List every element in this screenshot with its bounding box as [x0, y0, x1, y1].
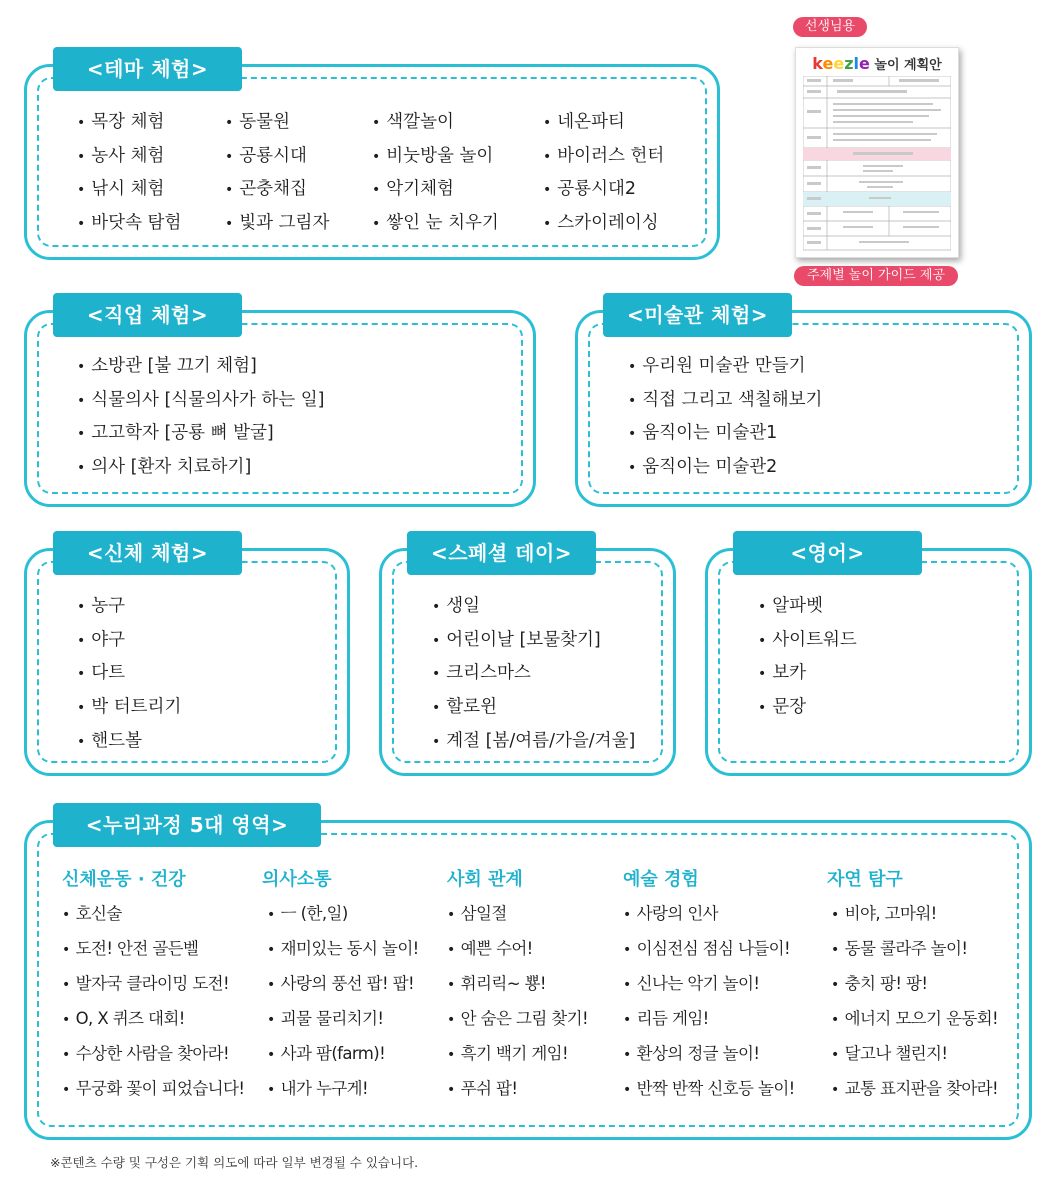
- list-item: • 호신술: [62, 897, 244, 932]
- list-item: • 사랑의 풍선 팝! 팝!: [267, 967, 419, 1002]
- list-item: • 어린이날 [보물찾기]: [432, 624, 635, 658]
- list-item: • 안 숨은 그림 찾기!: [447, 1002, 588, 1037]
- nuri-title: <누리과정 5대 영역>: [53, 803, 321, 847]
- special-list: [432, 590, 635, 759]
- list-item: • 무궁화 꽃이 피었습니다!: [62, 1072, 244, 1107]
- art-section: [575, 303, 1032, 507]
- list-item: • 알파벳: [758, 590, 857, 624]
- list-item: • 문장: [758, 691, 857, 725]
- keezle-logo: keezle: [812, 54, 870, 73]
- list-item: • 생일: [432, 590, 635, 624]
- body-title: <신체 체험>: [53, 531, 242, 575]
- list-item: • 공룡시대2: [543, 173, 664, 207]
- list-item: • 박 터트리기: [77, 691, 181, 725]
- theme-col-4: [543, 106, 664, 241]
- list-item: • 네온파티: [543, 106, 664, 140]
- list-item: • 충치 팡! 팡!: [831, 967, 998, 1002]
- list-item: • 사이트워드: [758, 624, 857, 658]
- list-item: • 달고나 챌린지!: [831, 1037, 998, 1072]
- list-item: • 괴물 물리치기!: [267, 1002, 419, 1037]
- nuri-col-3: [447, 897, 588, 1107]
- list-item: • 빛과 그림자: [225, 207, 329, 241]
- list-item: • 사과 팜(farm)!: [267, 1037, 419, 1072]
- list-item: • 쌓인 눈 치우기: [372, 207, 499, 241]
- list-item: • 식물의사 [식물의사가 하는 일]: [77, 384, 324, 418]
- list-item: • 스카이레이싱: [543, 207, 664, 241]
- nuri-col-5: [831, 897, 998, 1107]
- list-item: • 보카: [758, 657, 857, 691]
- list-item: • 푸쉬 팝!: [447, 1072, 588, 1107]
- plan-sheet-thumbnail: [795, 47, 959, 258]
- nuri-col-head: 자연 탐구: [827, 869, 903, 890]
- list-item: • 삼일절: [447, 897, 588, 932]
- list-item: • 계절 [봄/여름/가을/겨울]: [432, 725, 635, 759]
- art-title: <미술관 체험>: [603, 293, 792, 337]
- list-item: • 재미있는 동시 놀이!: [267, 932, 419, 967]
- english-section: [705, 541, 1032, 776]
- list-item: • 비야, 고마워!: [831, 897, 998, 932]
- list-item: • ㅡ (한,일): [267, 897, 419, 932]
- list-item: • 비눗방울 놀이: [372, 140, 499, 174]
- list-item: • 소방관 [불 끄기 체험]: [77, 350, 324, 384]
- list-item: • 동물 콜라주 놀이!: [831, 932, 998, 967]
- list-item: • 농사 체험: [77, 140, 181, 174]
- body-list: [77, 590, 181, 759]
- list-item: • 에너지 모으기 운동회!: [831, 1002, 998, 1037]
- list-item: • 바닷속 탐험: [77, 207, 181, 241]
- english-list: [758, 590, 857, 725]
- job-list: [77, 350, 324, 485]
- list-item: • 색깔놀이: [372, 106, 499, 140]
- list-item: • 곤충채집: [225, 173, 329, 207]
- list-item: • 예쁜 수어!: [447, 932, 588, 967]
- nuri-col-head: 예술 경험: [623, 869, 699, 890]
- list-item: • 크리스마스: [432, 657, 635, 691]
- english-title: <영어>: [733, 531, 922, 575]
- list-item: • 교통 표지판을 찾아라!: [831, 1072, 998, 1107]
- body-section: [24, 541, 350, 776]
- list-item: • 핸드볼: [77, 725, 181, 759]
- list-item: • 발자국 클라이밍 도전!: [62, 967, 244, 1002]
- list-item: • 농구: [77, 590, 181, 624]
- nuri-section: [24, 813, 1032, 1140]
- list-item: • 내가 누구게!: [267, 1072, 419, 1107]
- list-item: • 다트: [77, 657, 181, 691]
- list-item: • 할로윈: [432, 691, 635, 725]
- list-item: • 사랑의 인사: [623, 897, 795, 932]
- special-title: <스페셜 데이>: [407, 531, 596, 575]
- guide-badge: 주제별 놀이 가이드 제공: [794, 266, 958, 286]
- nuri-col-head: 의사소통: [262, 869, 332, 890]
- list-item: • 수상한 사람을 찾아라!: [62, 1037, 244, 1072]
- list-item: • 목장 체험: [77, 106, 181, 140]
- sheet-title: keezle 놀이 계획안: [812, 54, 942, 73]
- job-section: [24, 303, 536, 507]
- list-item: • 움직이는 미술관2: [628, 451, 822, 485]
- teacher-badge: 선생님용: [793, 17, 867, 37]
- list-item: • 야구: [77, 624, 181, 658]
- footnote: ※콘텐츠 수량 및 구성은 기획 의도에 따라 일부 변경될 수 있습니다.: [50, 1155, 419, 1170]
- list-item: • 고고학자 [공룡 뼈 발굴]: [77, 417, 324, 451]
- theme-title: <테마 체험>: [53, 47, 242, 91]
- nuri-col-1: [62, 897, 244, 1107]
- list-item: • 흑기 백기 게임!: [447, 1037, 588, 1072]
- list-item: • 우리원 미술관 만들기: [628, 350, 822, 384]
- nuri-col-head: 사회 관계: [447, 869, 523, 890]
- list-item: • 휘리릭~ 뿅!: [447, 967, 588, 1002]
- plan-sheet-table-icon: [803, 76, 951, 251]
- theme-section: [24, 57, 720, 260]
- list-item: • 낚시 체험: [77, 173, 181, 207]
- nuri-col-2: [267, 897, 419, 1107]
- nuri-col-head: 신체운동 · 건강: [62, 869, 186, 890]
- list-item: • 의사 [환자 치료하기]: [77, 451, 324, 485]
- list-item: • O, X 퀴즈 대회!: [62, 1002, 244, 1037]
- list-item: • 바이러스 헌터: [543, 140, 664, 174]
- list-item: • 공룡시대: [225, 140, 329, 174]
- nuri-col-4: [623, 897, 795, 1107]
- job-title: <직업 체험>: [53, 293, 242, 337]
- special-section: [379, 541, 676, 776]
- list-item: • 리듬 게임!: [623, 1002, 795, 1037]
- list-item: • 이심전심 점심 나들이!: [623, 932, 795, 967]
- list-item: • 반짝 반짝 신호등 놀이!: [623, 1072, 795, 1107]
- theme-col-1: [77, 106, 181, 241]
- list-item: • 신나는 악기 놀이!: [623, 967, 795, 1002]
- art-list: [628, 350, 822, 485]
- theme-col-3: [372, 106, 499, 241]
- list-item: • 환상의 정글 놀이!: [623, 1037, 795, 1072]
- list-item: • 악기체험: [372, 173, 499, 207]
- theme-col-2: [225, 106, 329, 241]
- list-item: • 움직이는 미술관1: [628, 417, 822, 451]
- list-item: • 도전! 안전 골든벨: [62, 932, 244, 967]
- list-item: • 직접 그리고 색칠해보기: [628, 384, 822, 418]
- list-item: • 동물원: [225, 106, 329, 140]
